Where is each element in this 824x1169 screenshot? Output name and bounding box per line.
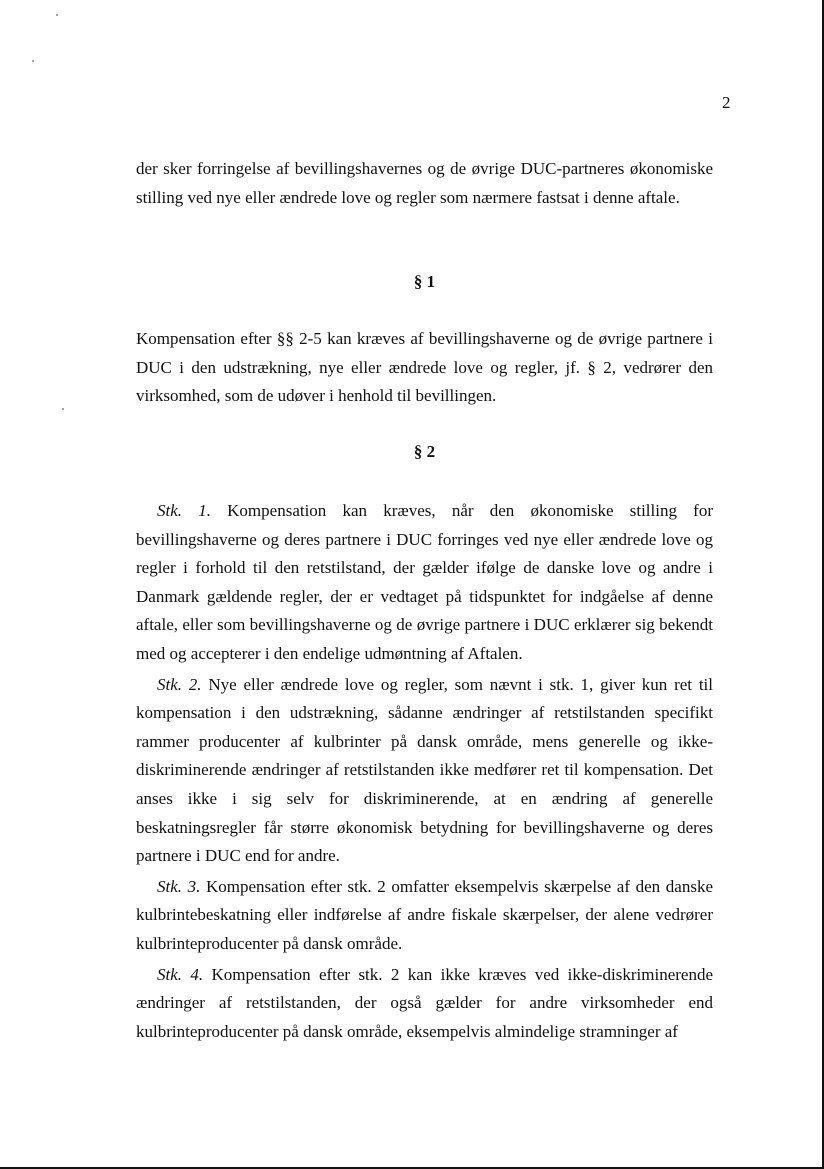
- intro-paragraph: [136, 155, 713, 212]
- section-2-heading: § 2: [413, 442, 436, 461]
- section-1-heading: § 1: [413, 272, 436, 291]
- section-1-text: Kompensation efter §§ 2-5 kan kræves af bevillingshaverne og de øvrige partnere i DUC i den udstrækning, nye eller ændrede love og regler, jf. § 2, vedrører den virksomhed, som de udøver i henhold til bevillingen.: [136, 329, 713, 406]
- stk-1-text: Kompensation kan kræves, når den økonomiske stilling for bevillingshaverne og deres partnere i DUC forringes ved nye eller ændrede love og regler i forhold til den retstilstand, der gælder ifølge de danske love og andre i Danmark gældende regler, der er vedtaget på tidspunktet for indgåelse af denne aftale, eller som bevillingshaverne og de øvrige partnere i DUC erklærer sig bekendt med og accepterer i den endelige udmøntning af Aftalen.: [136, 501, 713, 663]
- section-1-paragraph: [136, 325, 713, 411]
- scan-speck: [56, 14, 58, 16]
- stk-2-text: Nye eller ændrede love og regler, som nævnt i stk. 1, giver kun ret til kompensation i den udstrækning, sådanne ændringer af retstilstanden specifikt rammer producenter af kulbrinter på dansk område, mens generelle og ikke-diskriminerende ændringer af retstilstanden ikke medfører ret til kompensation. Det anses ikke i sig selv for diskriminerende, at en ændring af generelle beskatningsregler får større økonomisk betydning for bevillingshaverne og deres partnere i DUC end for andre.: [136, 674, 713, 866]
- stk-4-label: Stk. 4.: [157, 964, 204, 984]
- stk-2-label: Stk. 2.: [157, 674, 202, 694]
- scan-speck: [32, 60, 34, 62]
- intro-text: der sker forringelse af bevillingshavernes og de øvrige DUC-partneres økonomiske stilling ved nye eller ændrede love og regler som nærmere fastsat i denne aftale.: [136, 159, 713, 207]
- page-number: 2: [722, 93, 731, 112]
- stk-2-paragraph: [136, 671, 713, 871]
- section-2-body: [136, 497, 713, 1046]
- stk-4-text: Kompensation efter stk. 2 kan ikke kræves ved ikke-diskriminerende ændringer af retstilstanden, der også gælder for andre virksomheder end kulbrinteproducenter på dansk område, eksempelvis almindelige stramninger af: [136, 964, 713, 1041]
- stk-3-paragraph: [136, 873, 713, 959]
- stk-1-paragraph: [136, 497, 713, 669]
- scan-speck: [62, 408, 64, 410]
- stk-4-paragraph: [136, 961, 713, 1047]
- stk-3-text: Kompensation efter stk. 2 omfatter eksempelvis skærpelse af den danske kulbrintebeskatning eller indførelse af andre fiskale skærpelser, der alene vedrører kulbrinteproducenter på dansk område.: [136, 876, 713, 953]
- stk-1-label: Stk. 1.: [157, 501, 211, 520]
- stk-3-label: Stk. 3.: [157, 876, 201, 896]
